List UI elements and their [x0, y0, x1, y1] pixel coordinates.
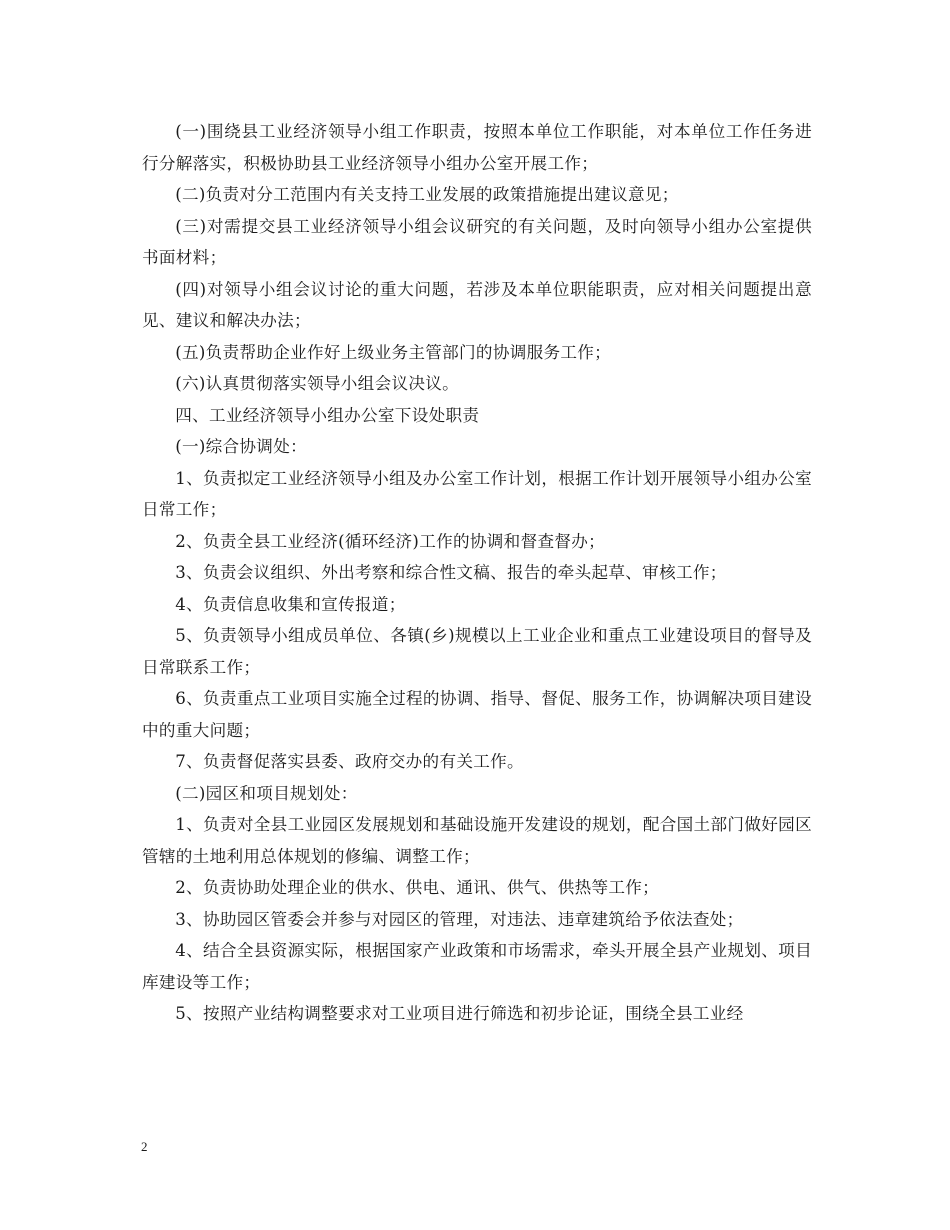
paragraph: 2、负责协助处理企业的供水、供电、通讯、供气、供热等工作； [175, 878, 660, 897]
page-number: 2 [141, 1139, 148, 1154]
paragraph: 7、负责督促落实县委、政府交办的有关工作。 [175, 752, 524, 771]
paragraph: (三)对需提交县工业经济领导小组会议研究的有关问题，及时向领导小组办公室提供书面材料； [142, 216, 812, 267]
document-body [142, 116, 812, 1030]
paragraph: (五)负责帮助企业作好上级业务主管部门的协调服务工作； [175, 342, 612, 362]
paragraph: (二)负责对分工范围内有关支持工业发展的政策措施提出建议意见； [175, 185, 679, 204]
paragraph: 3、负责会议组织、外出考察和综合性文稿、报告的牵头起草、审核工作； [175, 563, 727, 582]
paragraph: 1、负责对全县工业园区发展规划和基础设施开发建设的规划，配合国土部门做好园区管辖的土地利用总体规划的修编、调整工作； [142, 815, 812, 866]
paragraph: 4、结合全县资源实际，根据国家产业政策和市场需求，牵头开展全县产业规划、项目库建设等工作； [142, 941, 812, 992]
subsection-heading: (一)综合协调处： [175, 437, 307, 456]
paragraph: (四)对领导小组会议讨论的重大问题，若涉及本单位职能职责，应对相关问题提出意见、建议和解决办法； [142, 279, 812, 330]
paragraph: 1、负责拟定工业经济领导小组及办公室工作计划，根据工作计划开展领导小组办公室日常工作； [142, 468, 812, 519]
paragraph: 5、负责领导小组成员单位、各镇(乡)规模以上工业企业和重点工业建设项目的督导及日常联系工作； [142, 626, 812, 677]
paragraph: (一)围绕县工业经济领导小组工作职责，按照本单位工作职能，对本单位工作任务进行分解落实，积极协助县工业经济领导小组办公室开展工作； [142, 122, 812, 173]
paragraph: 3、协助园区管委会并参与对园区的管理，对违法、违章建筑给予依法查处； [175, 909, 744, 929]
paragraph: 5、按照产业结构调整要求对工业项目进行筛选和初步论证，围绕全县工业经 [175, 1004, 744, 1023]
subsection-heading: (二)园区和项目规划处： [175, 783, 358, 803]
paragraph: 2、负责全县工业经济(循环经济)工作的协调和督查督办； [175, 531, 606, 551]
paragraph: (六)认真贯彻落实领导小组会议决议。 [175, 374, 460, 393]
section-heading: 四、工业经济领导小组办公室下设处职责 [175, 405, 480, 425]
paragraph: 4、负责信息收集和宣传报道； [175, 594, 406, 614]
paragraph: 6、负责重点工业项目实施全过程的协调、指导、督促、服务工作，协调解决项目建设中的重大问题； [142, 689, 812, 740]
